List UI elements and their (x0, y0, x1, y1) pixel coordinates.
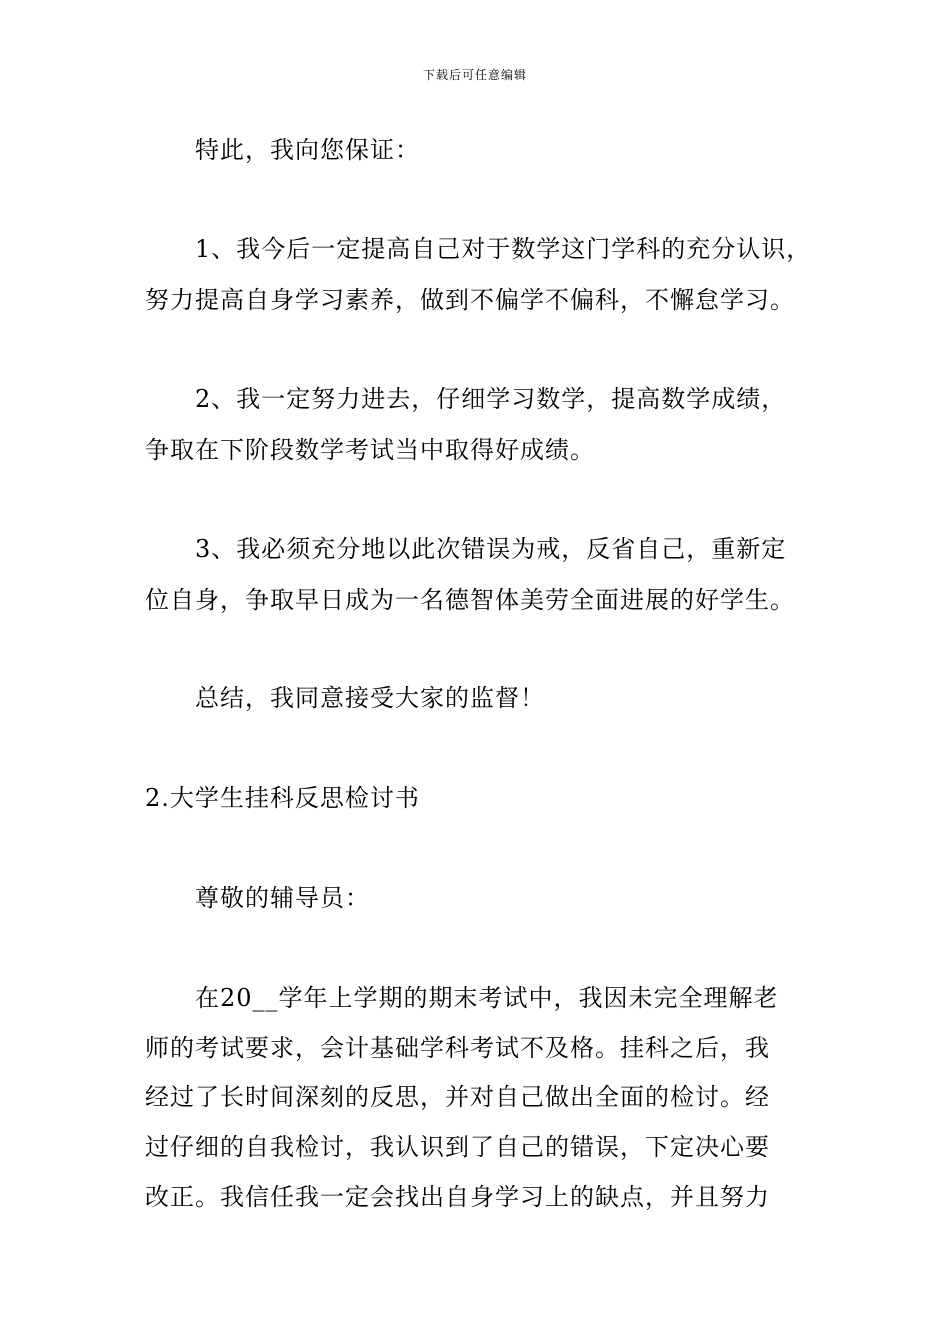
paragraph-line: 位自身，争取早日成为一名德智体美劳全面进展的好学生。 (145, 586, 795, 614)
paragraph-line: 师的考试要求，会计基础学科考试不及格。挂科之后，我 (145, 1034, 770, 1062)
paragraph-line: 特此，我向您保证： (195, 136, 420, 164)
page-header: 下载后可任意编辑 (422, 68, 527, 82)
paragraph-line: 3、我必须充分地以此次错误为戒，反省自己，重新定 (195, 535, 787, 563)
paragraph-line: 改正。我信任我一定会找出自身学习上的缺点，并且努力 (145, 1183, 770, 1211)
paragraph-line: 在20__学年上学期的期末考试中，我因未完全理解老 (195, 984, 779, 1012)
section-title: 2.大学生挂科反思检讨书 (145, 784, 420, 812)
paragraph-line: 2、我一定努力进去，仔细学习数学，提高数学成绩， (195, 385, 787, 413)
paragraph-line: 争取在下阶段数学考试当中取得好成绩。 (145, 436, 595, 464)
salutation: 尊敬的辅导员： (195, 884, 370, 912)
paragraph-line: 经过了长时间深刻的反思，并对自己做出全面的检讨。经 (145, 1083, 770, 1111)
paragraph-line: 1、我今后一定提高自己对于数学这门学科的充分认识， (195, 235, 812, 263)
paragraph-line: 过仔细的自我检讨，我认识到了自己的错误，下定决心要 (145, 1133, 770, 1161)
paragraph-line: 努力提高自身学习素养，做到不偏学不偏科，不懈怠学习。 (145, 286, 795, 314)
paragraph-line: 总结，我同意接受大家的监督！ (195, 684, 545, 712)
